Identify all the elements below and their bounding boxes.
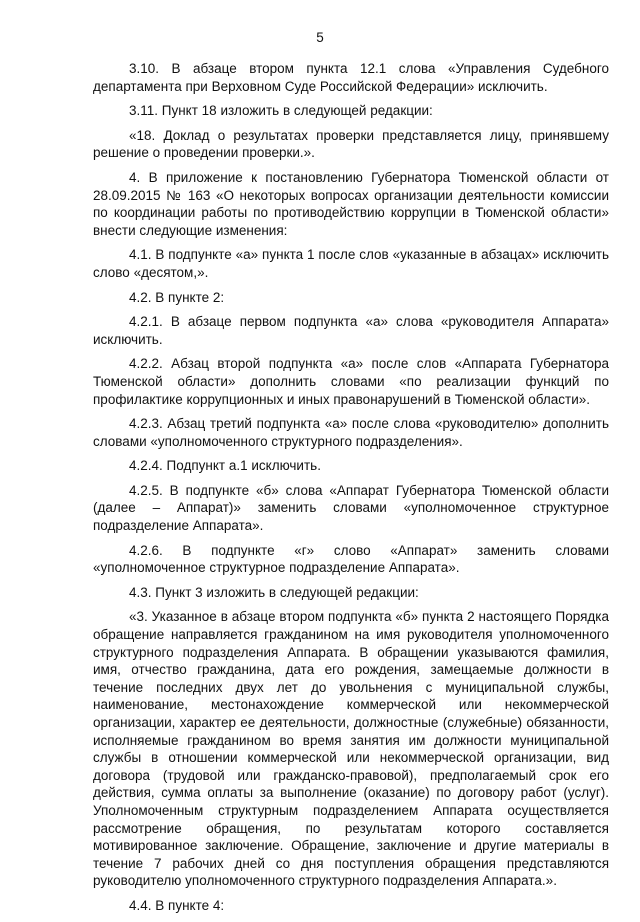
document-body	[93, 60, 609, 922]
paragraph-3-10: 3.10. В абзаце втором пункта 12.1 слова «Управления Судебного департамента при Верховном Суде Российской Федерации» исключить.	[93, 61, 609, 94]
paragraph-4-2-4: 4.2.4. Подпункт а.1 исключить.	[129, 458, 321, 474]
paragraph-4-2-6: 4.2.6. В подпункте «г» слово «Аппарат» заменить словами «уполномоченное структурное подразделение Аппарата».	[93, 542, 609, 576]
paragraph-4-2-2: 4.2.2. Абзац второй подпункта «а» после слов «Аппарата Губернатора Тюменской области» дополнить словами «по реализации функций по профилактике коррупционных и иных правонарушений в Тюменской области».	[93, 356, 609, 407]
paragraph-4-3: 4.3. Пункт 3 изложить в следующей редакции:	[129, 584, 419, 600]
paragraph-4-1: 4.1. В подпункте «а» пункта 1 после слов «указанные в абзацах» исключить слово «десятом,».	[93, 247, 609, 280]
paragraph-4-2-5: 4.2.5. В подпункте «б» слова «Аппарат Губернатора Тюменской области (далее – Аппарат)» заменить словами «уполномоченное структурное подразделение Аппарата».	[93, 482, 609, 534]
paragraph-quote-18: «18. Доклад о результатах проверки представляется лицу, принявшему решение о проведении проверки.».	[93, 127, 609, 161]
paragraph-3-11: 3.11. Пункт 18 изложить в следующей редакции:	[129, 103, 433, 119]
paragraph-4-2: 4.2. В пункте 2:	[129, 289, 225, 305]
paragraph-4-2-3: 4.2.3. Абзац третий подпункта «а» после слова «руководителю» дополнить словами «уполномоченного структурного подразделения».	[93, 416, 609, 449]
paragraph-quote-3: «3. Указанное в абзаце втором подпункта «б» пункта 2 настоящего Порядка обращение направляется гражданином на имя руководителя уполномоченного структурного подразделения Аппарата. В обращении указываются фамилия, имя, отчество гражданина, дата его рождения, замещаемые должности в течение последних двух лет до увольнения с муниципальной службы, наименование, местонахождение коммерческой или некоммерческой организации, характер ее деятельности, должностные (служебные) обязанности, исполняемые гражданином во время занятия им должности муниципальной службы в отношении коммерческой или некоммерческой организации, вид договора (трудовой или гражданско-правовой), предполагаемый срок его действия, сумма оплаты за выполнение (оказание) по договору работ (услуг). Уполномоченным структурным подразделением Аппарата осуществляется рассмотрение обращения, по результатам которого составляется мотивированное заключение. Обращение, заключение и другие материалы в течение 7 рабочих дней со дня поступления обращения представляются руководителю уполномоченного структурного подразделения Аппарата.».	[93, 609, 609, 889]
paragraph-4: 4. В приложение к постановлению Губернатора Тюменской области от 28.09.2015 № 163 «О некоторых вопросах организации деятельности комиссии по координации работы по противодействию коррупции в Тюменской области» внести следующие изменения:	[93, 169, 609, 238]
paragraph-4-4: 4.4. В пункте 4:	[129, 897, 225, 913]
paragraph-4-2-1: 4.2.1. В абзаце первом подпункта «а» слова «руководителя Аппарата» исключить.	[93, 314, 609, 347]
page-number: 5	[316, 30, 324, 45]
